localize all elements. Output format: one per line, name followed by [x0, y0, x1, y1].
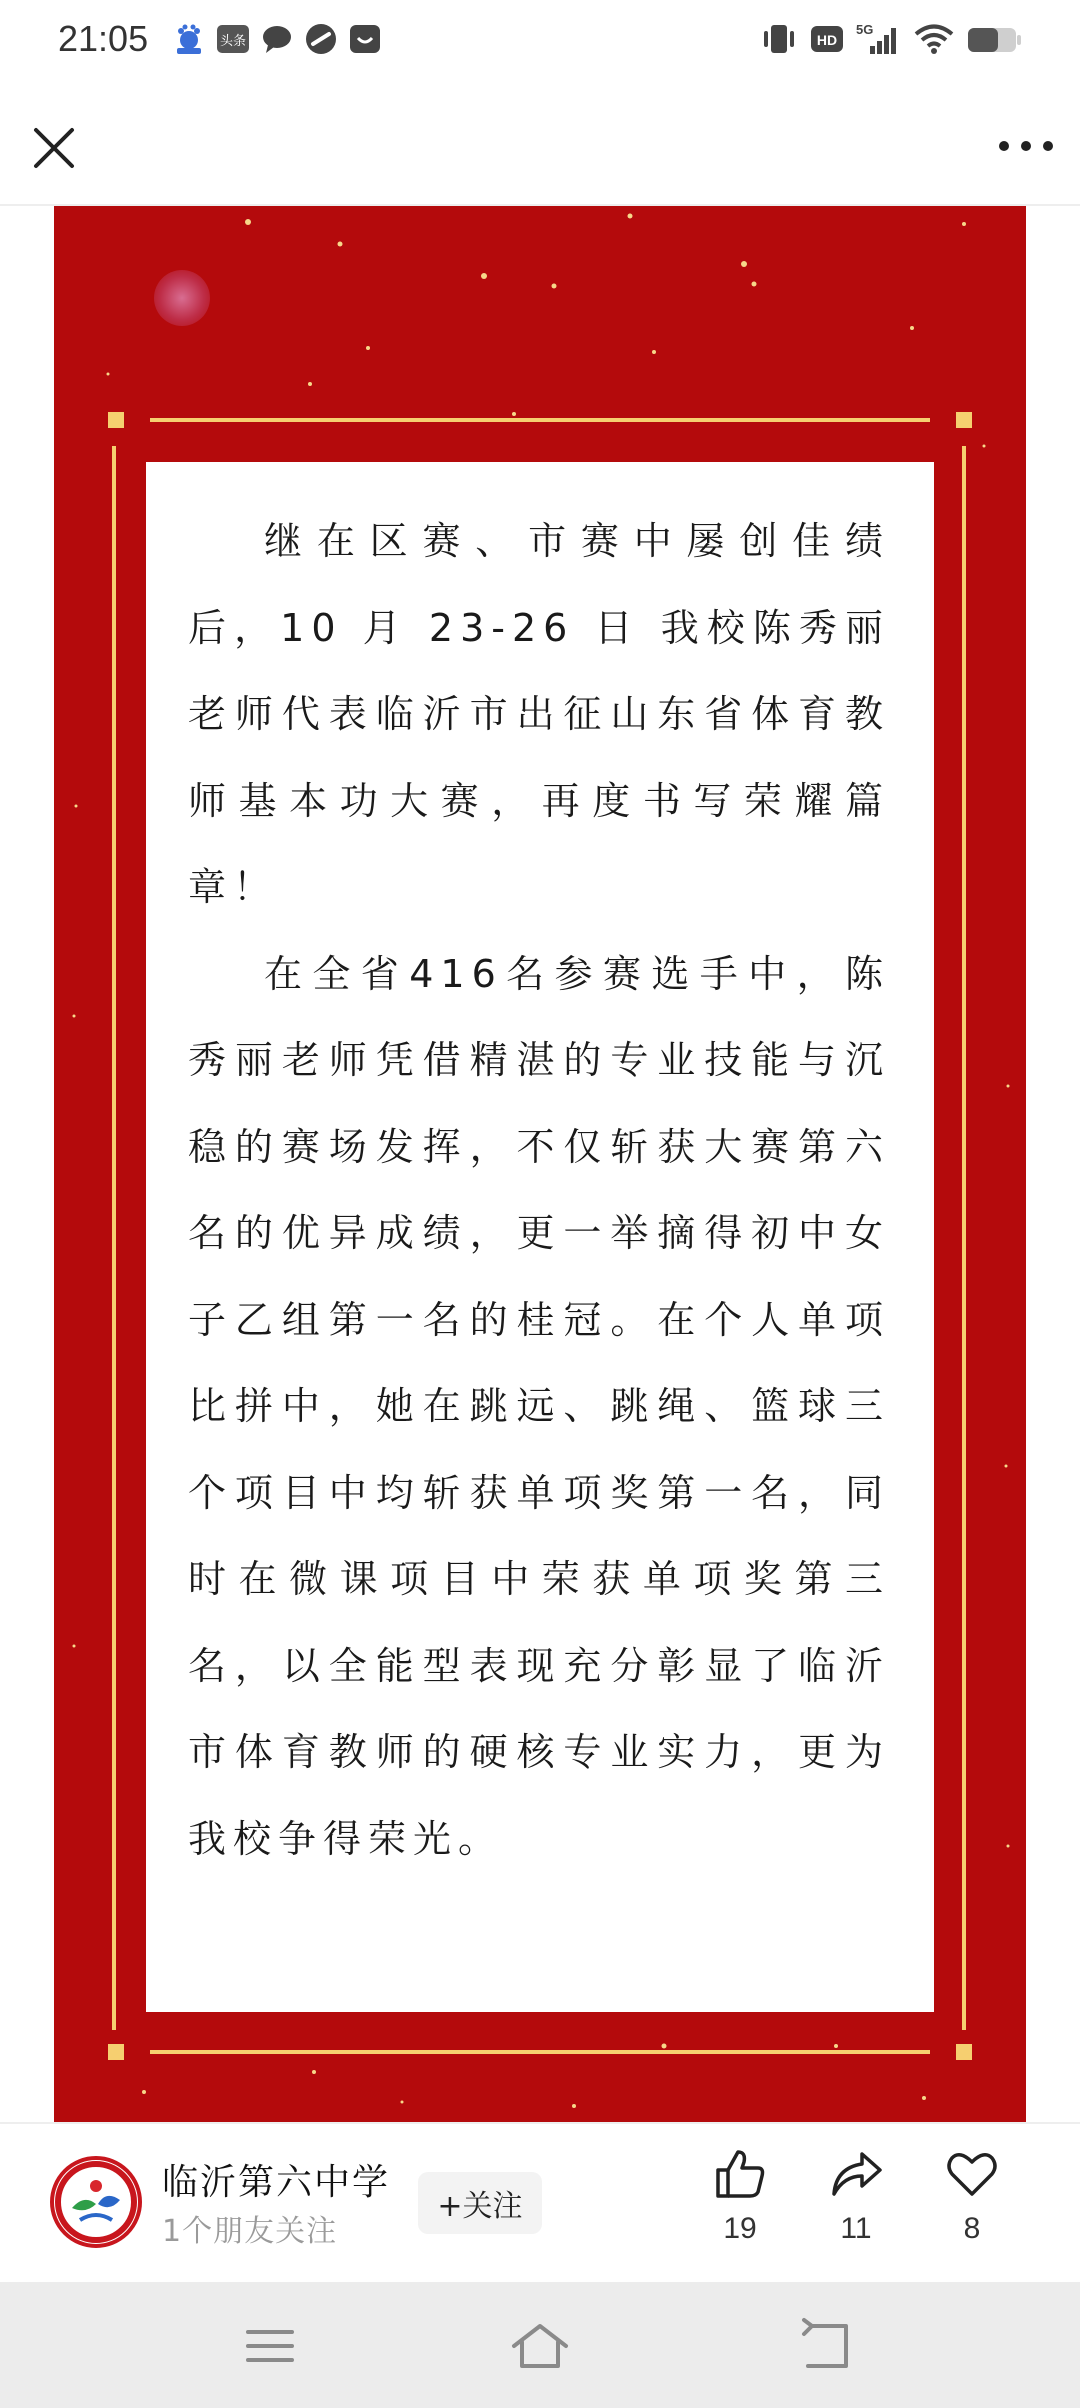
top-nav-bar — [0, 82, 1080, 206]
article-paragraph-1: 继在区赛、市赛中屡创佳绩后，10 月 23-26 日 我校陈秀丽老师代表临沂市出征山东省体育教师基本功大赛，再度书写荣耀篇章！ — [188, 519, 890, 909]
hd-icon — [810, 22, 844, 56]
school-logo-icon — [54, 2160, 138, 2244]
article-footer-bar — [0, 2122, 1080, 2282]
frame-corner-bl — [108, 2044, 124, 2060]
share-action[interactable] — [808, 2146, 904, 2266]
status-system-icons — [760, 22, 1022, 56]
close-icon[interactable] — [28, 122, 80, 174]
status-notification-icons — [172, 22, 382, 56]
frame-bottom-line — [150, 2050, 930, 2054]
account-avatar[interactable] — [50, 2156, 142, 2248]
friends-following-text: 1个朋友关注 — [162, 2214, 338, 2249]
status-bar — [0, 0, 1080, 82]
baidu-app-icon — [172, 22, 206, 56]
thumbs-up-icon — [712, 2146, 768, 2202]
home-icon[interactable] — [510, 2316, 570, 2376]
poster-glow — [154, 270, 210, 326]
share-count: 11 — [840, 2212, 872, 2245]
more-dots-icon[interactable] — [994, 126, 1058, 166]
article-poster — [54, 206, 1026, 2122]
message-bubble-icon — [260, 22, 294, 56]
toutiao-label: 头条 — [219, 34, 247, 49]
frame-corner-br — [956, 2044, 972, 2060]
like-action[interactable] — [692, 2146, 788, 2266]
system-navigation-bar — [0, 2282, 1080, 2408]
back-icon[interactable] — [796, 2316, 856, 2376]
link-app-icon — [304, 22, 338, 56]
inbox-app-icon — [348, 22, 382, 56]
frame-right-line — [962, 446, 966, 2030]
wifi-icon — [914, 22, 954, 56]
article-paragraph-2: 在全省416名参赛选手中，陈秀丽老师凭借精湛的专业技能与沉稳的赛场发挥，不仅斩获大赛第六名的优异成绩，更一举摘得初中女子乙组第一名的桂冠。在个人单项比拼中，她在跳远、跳绳、篮球三个项目中均斩获单项奖第一名，同时在微课项目中荣获单项奖第三名，以全能型表现充分彰显了临沂市体育教师的硬核专业实力，更为我校争得荣光。 — [188, 951, 890, 1861]
share-arrow-icon — [828, 2146, 884, 2202]
signal-5g-icon — [856, 22, 902, 56]
status-time: 21:05 — [58, 18, 149, 59]
favorite-action[interactable] — [924, 2146, 1020, 2266]
article-text-card — [146, 462, 934, 2012]
toutiao-icon — [216, 22, 250, 56]
account-name[interactable]: 临沂第六中学 — [162, 2162, 391, 2203]
frame-corner-tr — [956, 412, 972, 428]
battery-icon — [966, 22, 1022, 56]
frame-corner-tl — [108, 412, 124, 428]
follow-button[interactable]: +关注 — [418, 2172, 542, 2234]
like-count: 19 — [723, 2212, 757, 2245]
favorite-count: 8 — [963, 2212, 981, 2245]
frame-left-line — [112, 446, 116, 2030]
vibrate-icon — [760, 22, 798, 56]
hd-label: HD — [816, 32, 838, 48]
heart-icon — [944, 2146, 1000, 2202]
network-label: 5G — [856, 22, 874, 37]
frame-top-line — [150, 418, 930, 422]
menu-icon[interactable] — [240, 2316, 300, 2376]
